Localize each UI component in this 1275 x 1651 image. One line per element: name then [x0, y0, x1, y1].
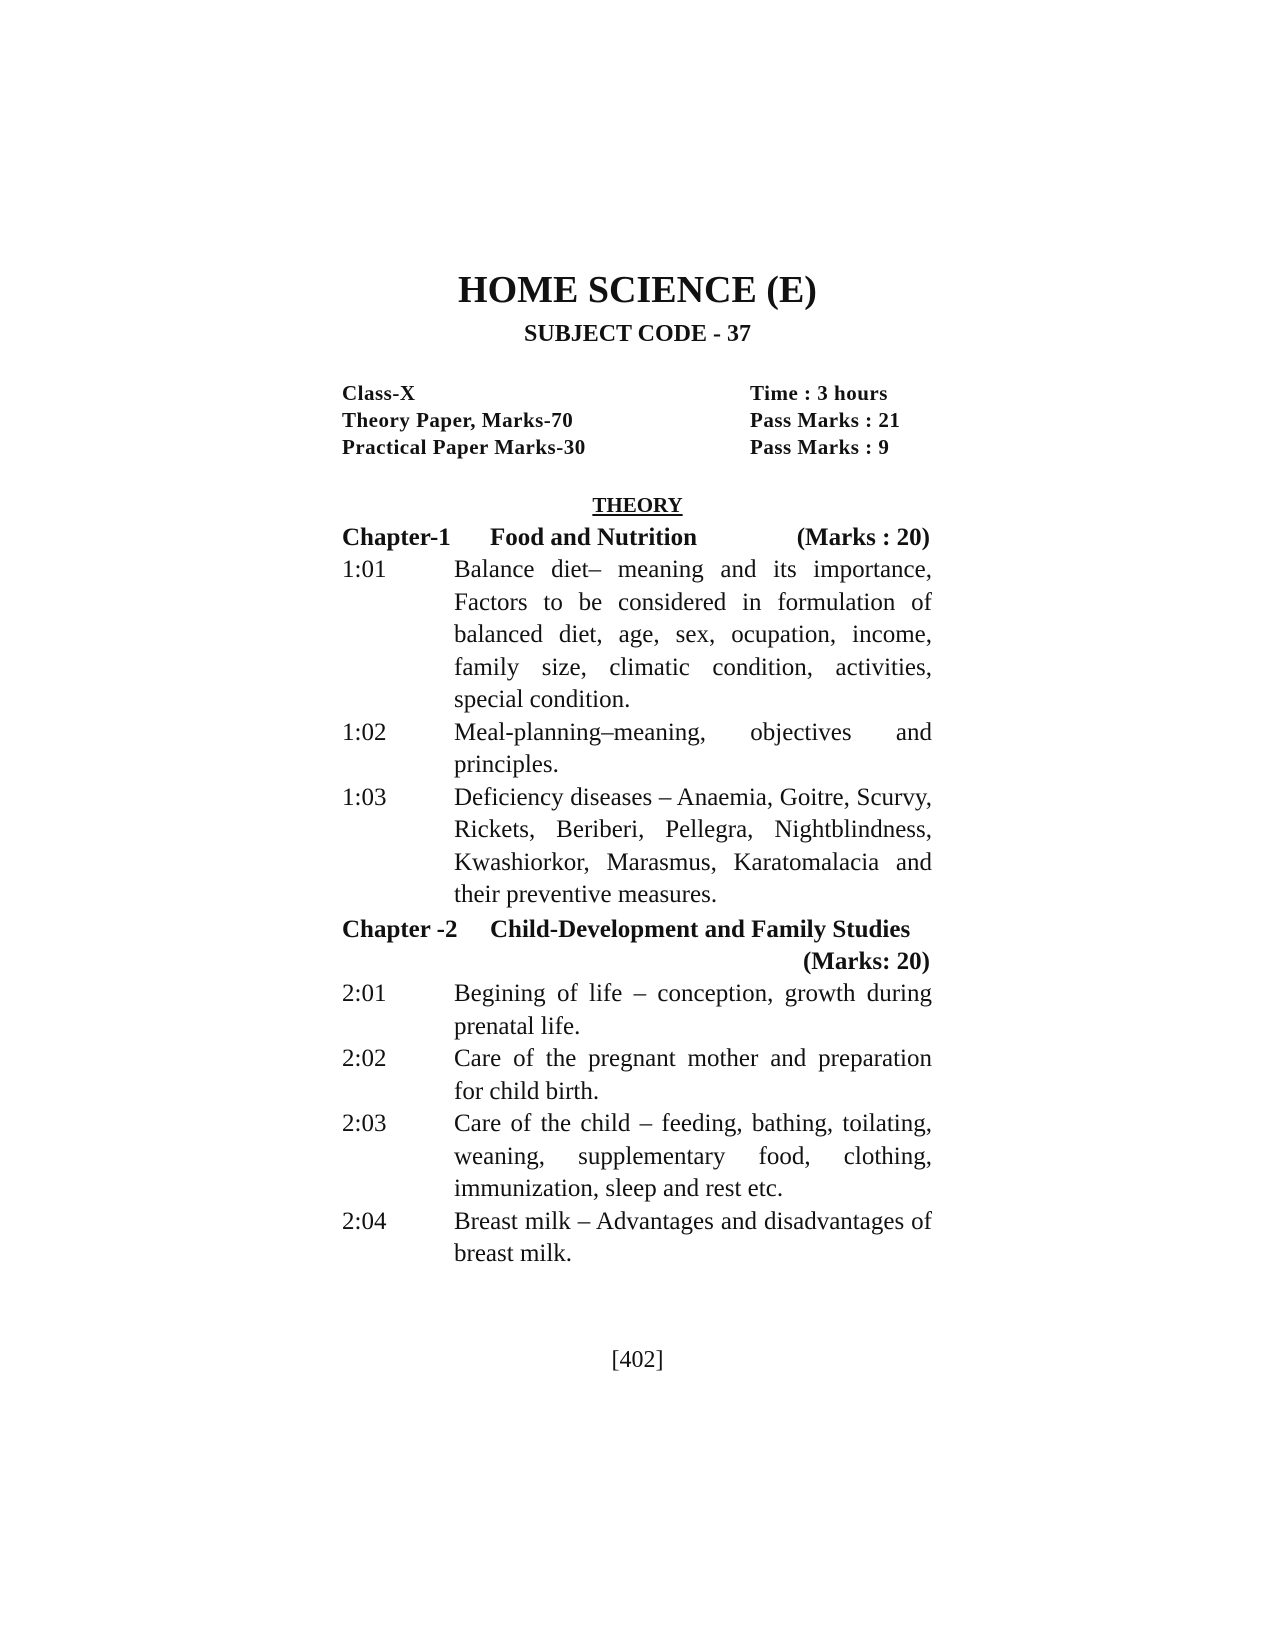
exam-info-row [342, 434, 932, 461]
theory-marks-label: Theory Paper, Marks-70 [342, 408, 574, 432]
item-number: 1:03 [342, 783, 387, 811]
exam-info-row [342, 380, 932, 407]
syllabus-item [342, 1206, 932, 1271]
syllabus-item [342, 782, 932, 912]
chapter-marks: (Marks : 20) [796, 524, 930, 551]
subject-code: SUBJECT CODE - 37 [524, 321, 751, 347]
chapter-2 [342, 914, 932, 1271]
item-number: 2:01 [342, 980, 387, 1007]
chapter-heading [342, 522, 932, 554]
chapter-heading [342, 914, 932, 946]
item-text: Deficiency diseases – Anaemia, Goitre, Scurvy, Rickets, Beriberi, Pellegra, Nightblindness, Kwashiorkor, Marasmus, Karatomalacia and their preventive measures. [454, 783, 932, 908]
item-text: Balance diet– meaning and its importance, Factors to be considered in formulation of balanced diet, age, sex, ocupation, income, family size, climatic condition, activities, special condition. [454, 556, 932, 713]
practical-pass-marks: Pass Marks : 9 [750, 435, 890, 459]
chapter-title: Child-Development and Family Studies [490, 916, 911, 943]
time-label: Time : 3 hours [750, 381, 888, 405]
item-number: 2:02 [342, 1045, 387, 1072]
exam-info-row [342, 407, 932, 434]
page-title: HOME SCIENCE (E) [458, 269, 817, 311]
practical-marks-label: Practical Paper Marks-30 [342, 435, 586, 459]
page-number: [402] [611, 1347, 664, 1373]
syllabus-item [342, 978, 932, 1043]
chapter-number: Chapter-1 [342, 524, 451, 551]
item-number: 1:02 [342, 718, 387, 746]
class-label: Class-X [342, 381, 416, 405]
syllabus-item [342, 554, 932, 717]
chapter-marks: (Marks: 20) [802, 948, 930, 975]
item-text: Breast milk – Advantages and disadvantages of breast milk. [454, 1207, 932, 1267]
item-number: 2:04 [342, 1207, 387, 1235]
syllabus-item [342, 717, 932, 782]
item-text: Care of the child – feeding, bathing, toilating, weaning, supplementary food, clothing, immunization, sleep and rest etc. [454, 1110, 932, 1202]
section-heading-theory: THEORY [592, 493, 683, 517]
theory-pass-marks: Pass Marks : 21 [750, 408, 901, 432]
syllabus-item [342, 1043, 932, 1108]
item-text: Meal-planning–meaning, objectives and principles. [454, 718, 932, 778]
chapter-number: Chapter -2 [342, 916, 458, 943]
chapter-title: Food and Nutrition [490, 524, 697, 551]
exam-info [342, 380, 932, 461]
item-text: Care of the pregnant mother and preparation for child birth. [454, 1045, 932, 1105]
item-number: 1:01 [342, 556, 387, 583]
syllabus-item [342, 1108, 932, 1206]
chapter-1 [342, 522, 932, 912]
item-number: 2:03 [342, 1110, 387, 1137]
item-text: Begining of life – conception, growth during prenatal life. [454, 980, 932, 1040]
